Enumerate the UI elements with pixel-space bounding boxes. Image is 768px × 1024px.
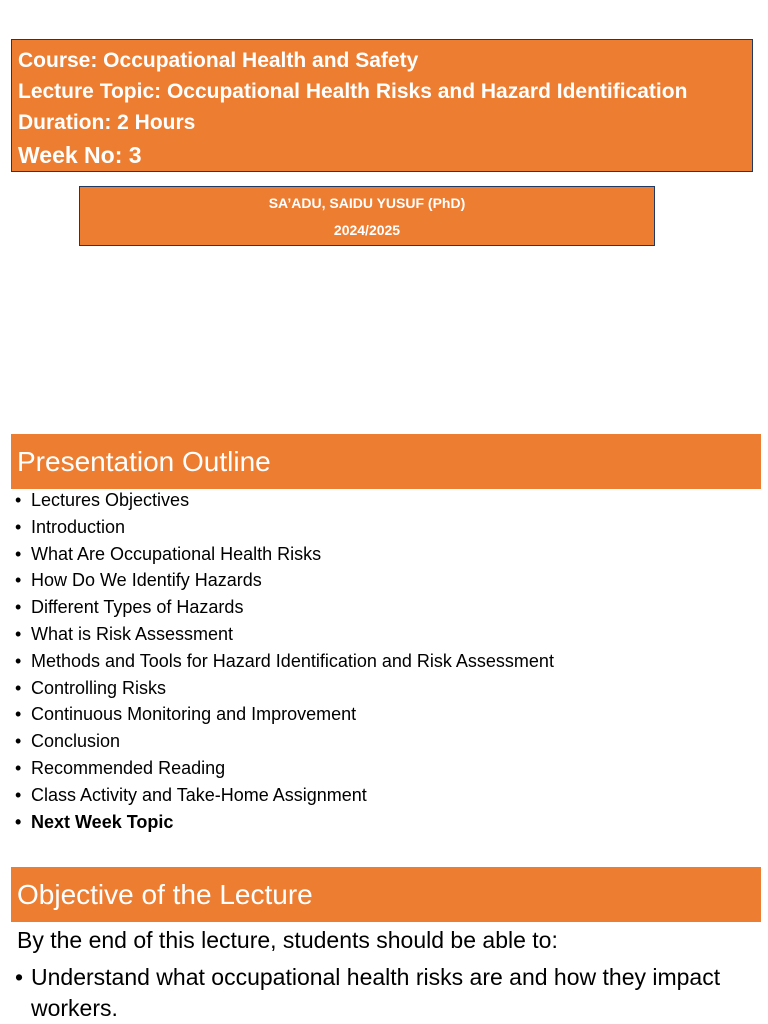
objective-intro: By the end of this lecture, students should be able to: bbox=[17, 927, 558, 953]
bullet-icon: • bbox=[15, 964, 24, 990]
outline-item-label: Class Activity and Take-Home Assignment bbox=[31, 784, 367, 805]
bullet-icon: • bbox=[15, 543, 22, 564]
bullet-icon: • bbox=[15, 623, 22, 644]
bullet-icon: • bbox=[15, 757, 22, 778]
outline-item bbox=[15, 567, 554, 594]
outline-item bbox=[15, 621, 554, 648]
course-title-box bbox=[11, 39, 753, 172]
outline-item-label: Controlling Risks bbox=[31, 677, 167, 698]
outline-item-label: Next Week Topic bbox=[31, 811, 174, 832]
bullet-icon: • bbox=[15, 677, 22, 698]
presentation-outline-heading: Presentation Outline bbox=[11, 434, 761, 489]
week-number-line: Week No: 3 bbox=[18, 142, 142, 168]
bullet-icon: • bbox=[15, 597, 22, 618]
outline-item-label: Different Types of Hazards bbox=[31, 597, 244, 618]
bullet-icon: • bbox=[15, 811, 22, 832]
bullet-icon: • bbox=[15, 490, 22, 510]
outline-item bbox=[15, 648, 554, 675]
outline-item bbox=[15, 755, 554, 782]
outline-item bbox=[15, 487, 554, 514]
bullet-icon: • bbox=[15, 731, 22, 752]
outline-item-label: What Are Occupational Health Risks bbox=[31, 543, 322, 564]
outline-item bbox=[15, 541, 554, 568]
duration-line: Duration: 2 Hours bbox=[18, 111, 196, 134]
outline-item-label: Lectures Objectives bbox=[31, 490, 190, 510]
bullet-icon: • bbox=[15, 784, 22, 805]
academic-session: 2024/2025 bbox=[333, 222, 401, 238]
outline-item-label: Continuous Monitoring and Improvement bbox=[31, 704, 357, 725]
outline-item-label: Introduction bbox=[31, 516, 126, 537]
objective-item-text: Understand what occupational health risks are and how they impact workers. bbox=[31, 964, 721, 1021]
outline-item bbox=[15, 514, 554, 541]
outline-item-next-week bbox=[15, 809, 554, 836]
outline-item-label: Methods and Tools for Hazard Identification and Risk Assessment bbox=[31, 650, 554, 671]
author-box bbox=[79, 186, 655, 246]
bullet-icon: • bbox=[15, 570, 22, 591]
outline-item-label: Recommended Reading bbox=[31, 757, 226, 778]
outline-item bbox=[15, 701, 554, 728]
outline-item-label: What is Risk Assessment bbox=[31, 623, 234, 644]
outline-item bbox=[15, 675, 554, 702]
bullet-icon: • bbox=[15, 650, 22, 671]
objective-heading: Objective of the Lecture bbox=[11, 867, 761, 922]
bullet-icon: • bbox=[15, 704, 22, 725]
author-name: SA’ADU, SAIDU YUSUF (PhD) bbox=[268, 195, 466, 211]
objective-item bbox=[15, 962, 755, 1024]
lecture-topic-line: Lecture Topic: Occupational Health Risks and Hazard Identification bbox=[18, 80, 688, 103]
outline-item-label: How Do We Identify Hazards bbox=[31, 570, 262, 591]
course-line: Course: Occupational Health and Safety bbox=[18, 49, 419, 72]
outline-list bbox=[15, 487, 554, 835]
outline-item bbox=[15, 782, 554, 809]
outline-item bbox=[15, 728, 554, 755]
outline-item-label: Conclusion bbox=[31, 731, 121, 752]
bullet-icon: • bbox=[15, 516, 22, 537]
outline-item bbox=[15, 594, 554, 621]
